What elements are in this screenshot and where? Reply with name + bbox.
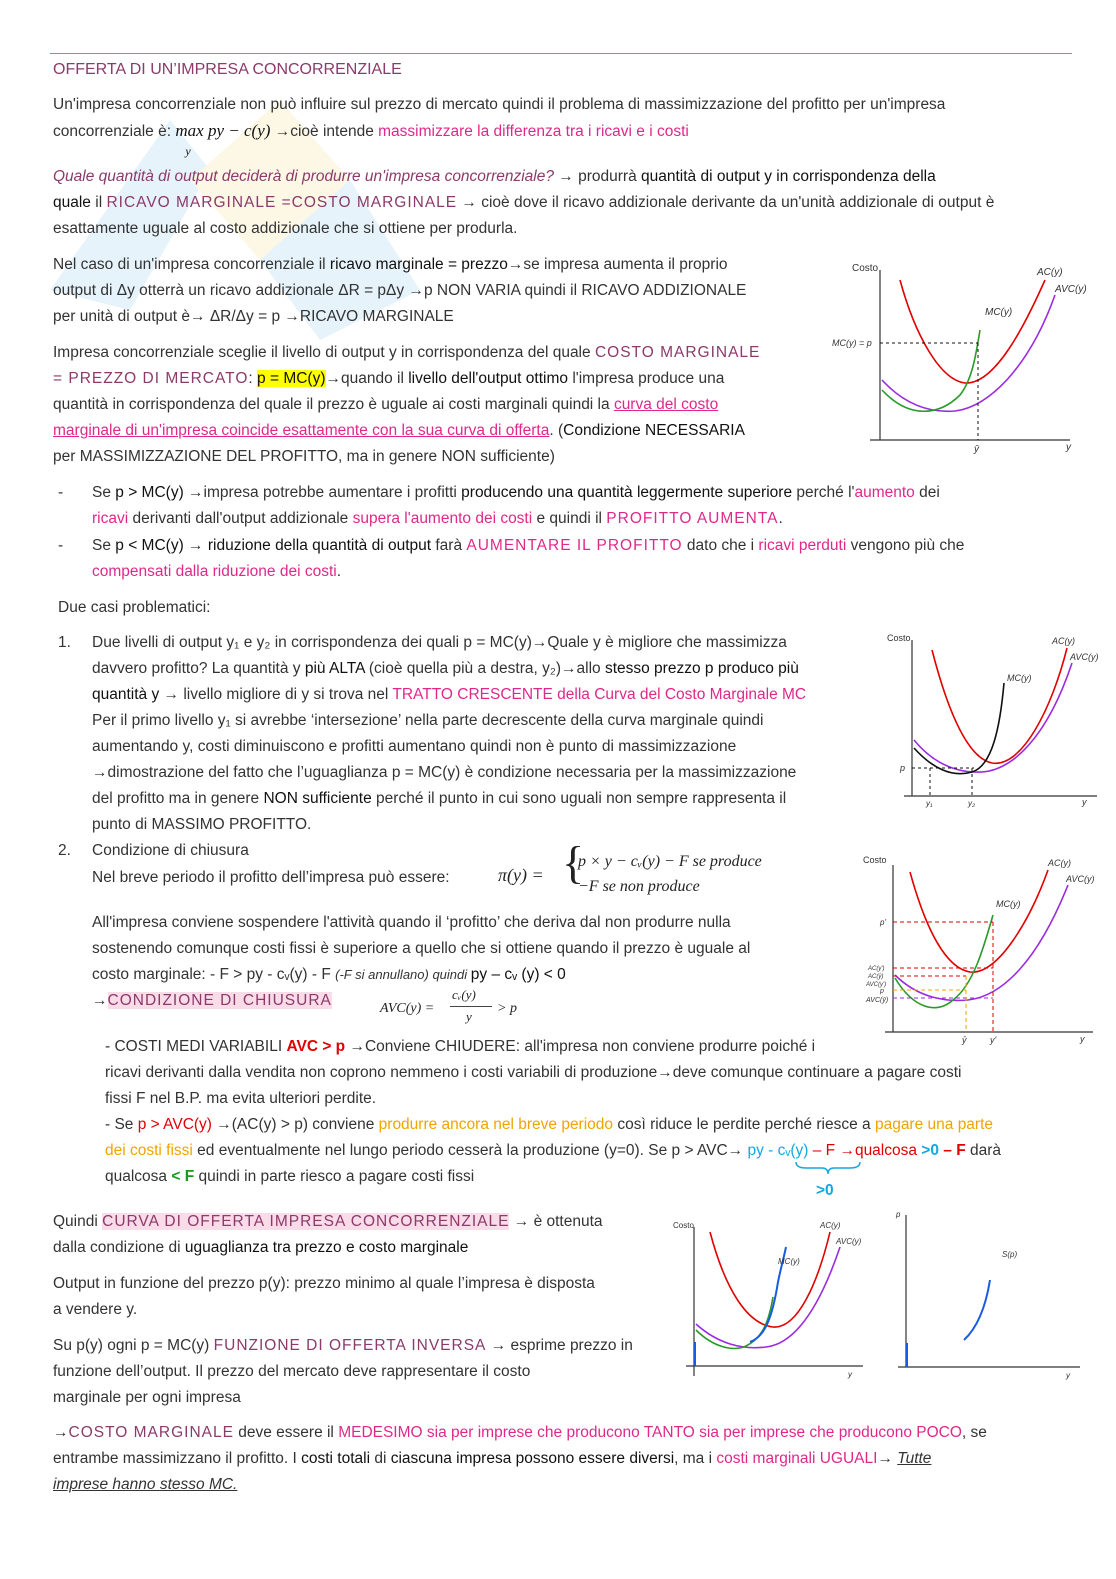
intro-line-1: Un'impresa concorrenziale non può influire sul prezzo di mercato quindi il problema di massimizzazione del profitto per un'impresa — [53, 96, 946, 113]
case-1-line-2: davvero profitto? La quantità y più ALTA (cioè quella più a destra, y₂)→allo stesso prezzo p produco più — [92, 660, 799, 677]
y-axis-label: Costo — [887, 633, 911, 643]
ac-label: AC(y) — [1052, 636, 1075, 646]
chart-shutdown-condition — [858, 850, 1103, 1050]
case-1-number: 1. — [58, 634, 71, 651]
chart-supply-curve — [890, 1205, 1085, 1385]
ybar-label: ȳ — [974, 444, 979, 455]
x-axis-label: y — [848, 1370, 852, 1379]
mr-line-3: per unità di output è→ ΔR/Δy = p →RICAVO MARGINALE — [53, 308, 454, 325]
profit-case-produce: p × y − cᵥ(y) − F se produce — [578, 853, 762, 870]
header-rule — [50, 53, 1072, 54]
sub-2-line-3: qualcosa < F quindi in parte riesco a pagare costi fissi — [105, 1168, 475, 1185]
page-title: OFFERTA DI UN’IMPRESA CONCORRENZIALE — [53, 61, 402, 78]
case-1-line-8: punto di MASSIMO PROFITTO. — [92, 816, 312, 833]
ac-ybar-label: AC(ȳ) — [868, 974, 884, 980]
supply-line-7: marginale per ogni impresa — [53, 1389, 241, 1406]
underbrace-label: >0 — [816, 1182, 834, 1199]
bullet-2-line-1: Se p < MC(y) → riduzione della quantità di output farà AUMENTARE IL PROFITTO dato che i ricavi perduti vengono più che — [92, 537, 965, 554]
yprime-label: y' — [990, 1035, 997, 1045]
case-1-line-1: Due livelli di output y₁ e y₂ in corrispondenza dei quali p = MC(y)→Quale y è migliore che massimizza — [92, 634, 787, 651]
bullet-dash: - — [58, 484, 64, 501]
intro-line-2: concorrenziale è: max y py − c(y) →cioè intende massimizzare la differenza tra i ricavi e i costi — [53, 121, 689, 158]
sub-1-line-3: fissi F nel B.P. ma evita ulteriori perdite. — [105, 1090, 377, 1107]
case-2-line-5: costo marginale: - F > py - cᵥ(y) - F (-F si annullano) quindi py – cᵥ (y) < 0 — [92, 966, 566, 983]
sub-2-line-1: - Se p > AVC(y) →(AC(y) > p) conviene produrre ancora nel breve periodo così riduce le perdite perché riesce a pagare una parte — [105, 1116, 994, 1133]
formula-brace: { — [562, 837, 585, 888]
question-line-1: Quale quantità di output deciderà di produrre un'impresa concorrenziale? → produrrà quantità di output y in corrispondenza della — [53, 168, 936, 185]
case-2-line-3: All'impresa conviene sospendere l'attività quando il ‘profitto’ che deriva dal non produrre nulla — [92, 914, 731, 931]
bullet-dash: - — [58, 537, 64, 554]
avc-label: AVC(y) — [1055, 284, 1087, 295]
avc-label: AVC(y) — [1070, 652, 1099, 662]
case-1-line-7: del profitto ma in genere NON sufficiente perché il punto in cui sono uguali non sempre rappresenta il — [92, 790, 787, 807]
y-axis-label: p — [896, 1210, 901, 1219]
supply-line-5: Su p(y) ogni p = MC(y) FUNZIONE DI OFFERTA INVERSA → esprime prezzo in — [53, 1337, 633, 1354]
y-axis-label: Costo — [863, 855, 887, 865]
profit-formula-lhs: π(y) = — [498, 865, 544, 885]
p-label: p — [880, 988, 884, 995]
price-label: MC(y) = p — [832, 338, 872, 348]
bullet-1-line-2: ricavi derivanti dall'output addizionale supera l'aumento dei costi e quindi il PROFITTO AUMENTA. — [92, 510, 783, 527]
underbrace — [794, 1160, 862, 1176]
ac-yprime-label: AC(y') — [868, 966, 885, 972]
supply-line-2: dalla condizione di uguaglianza tra prezzo e costo marginale — [53, 1239, 469, 1256]
final-line-3: imprese hanno stesso MC. — [53, 1476, 238, 1493]
choice-line-1: Impresa concorrenziale sceglie il livello di output y in corrispondenza del quale COSTO MARGINALE — [53, 344, 761, 361]
choice-line-2: = PREZZO DI MERCATO: p = MC(y)→quando il livello dell'output ottimo l'impresa produce una — [53, 370, 725, 387]
ac-curve — [910, 870, 1048, 972]
ac-label: AC(y) — [820, 1221, 841, 1230]
chart-cost-curves-1 — [830, 255, 1087, 455]
x-axis-label: y — [1066, 442, 1071, 453]
chart-cost-curves-2 — [882, 628, 1107, 808]
ybar-label: ȳ — [962, 1035, 967, 1045]
avc-formula-rhs: > p — [497, 1001, 517, 1016]
mc-label: MC(y) — [1007, 673, 1032, 683]
profit-case-not-produce: −F se non produce — [578, 878, 700, 895]
y-axis-label: Costo — [852, 263, 879, 274]
mc-label: MC(y) — [996, 899, 1021, 909]
avc-curve — [895, 885, 1068, 1000]
avc-ybar-label: AVC(ȳ) — [866, 997, 889, 1004]
ac-label: AC(y) — [1048, 858, 1071, 868]
case-1-line-3: quantità y → livello migliore di y si trova nel TRATTO CRESCENTE della Curva del Costo Marginale MC — [92, 686, 807, 703]
bullet-1-line-1: Se p > MC(y) →impresa potrebbe aumentare i profitti producendo una quantità leggermente superiore perché l'aumento dei — [92, 484, 940, 501]
case-1-line-4: Per il primo livello y₁ si avrebbe ‘intersezione’ nella parte decrescente della curva marginale quindi — [92, 712, 764, 729]
mc-curve — [895, 915, 993, 1008]
price-label: p — [900, 763, 906, 773]
mr-line-1: Nel caso di un'impresa concorrenziale il ricavo marginale = prezzo→se impresa aumenta il proprio — [53, 256, 728, 273]
case-1-line-5: aumentando y, costi diminuiscono e profitti aumentano quindi non è punto di massimizzazione — [92, 738, 737, 755]
supply-line-1: Quindi CURVA DI OFFERTA IMPRESA CONCORRENZIALE → è ottenuta — [53, 1213, 603, 1230]
supply-line-6: funzione dell’output. Il prezzo del mercato deve rappresentare il costo — [53, 1363, 531, 1380]
x-axis-label: y — [1080, 1034, 1085, 1044]
chart-cost-curves-4 — [668, 1212, 868, 1384]
avc-formula-lhs: AVC(y) = — [380, 1001, 435, 1016]
mc-label: MC(y) — [778, 1257, 800, 1266]
x-axis-label: y — [1066, 1371, 1070, 1380]
supply-curve-line — [964, 1280, 990, 1340]
supply-label: S(p) — [1002, 1250, 1018, 1259]
mc-label: MC(y) — [985, 307, 1013, 318]
choice-line-3: quantità in corrispondenza del quale il prezzo è uguale ai costi marginali quindi la curva del costo — [53, 396, 719, 413]
case-2-title: Condizione di chiusura — [92, 842, 249, 859]
case-1-line-6: →dimostrazione del fatto che l’uguaglianza p = MC(y) è condizione necessaria per la massimizzazione — [92, 764, 797, 781]
sub-1-line-2: ricavi derivanti dalla vendita non coprono nemmeno i costi variabili di produzione→deve comunque continuare a pagare costi — [105, 1064, 962, 1081]
avc-curve — [696, 1247, 840, 1348]
sub-1-line-1: - COSTI MEDI VARIABILI AVC > p →Conviene CHIUDERE: all'impresa non conviene produrre poiché i — [105, 1038, 816, 1055]
supply-line-4: a vendere y. — [53, 1301, 138, 1318]
ac-curve — [932, 648, 1067, 763]
avc-formula-numerator: cᵥ(y) — [452, 987, 476, 1002]
p-prime-label: p' — [880, 918, 886, 927]
final-line-2: entrambe massimizzano il profitto. I costi totali di ciascuna impresa possono essere diversi, ma i costi marginali UGUALI→ Tutte — [53, 1450, 932, 1467]
cases-title: Due casi problematici: — [58, 599, 211, 616]
final-line-1: →COSTO MARGINALE deve essere il MEDESIMO sia per imprese che producono TANTO sia per imprese che producono POCO, se — [53, 1424, 987, 1441]
case-2-line-2: Nel breve periodo il profitto dell’impresa può essere: — [92, 869, 450, 886]
avc-formula-denominator: y — [466, 1009, 472, 1024]
case-2-line-4: sostenendo comunque costi fissi è superiore a quello che si ottiene quando il prezzo è uguale al — [92, 940, 751, 957]
fraction-bar — [450, 1006, 492, 1007]
ac-label: AC(y) — [1037, 267, 1063, 278]
y2-label: y₂ — [968, 799, 976, 808]
case-2-line-6: →CONDIZIONE DI CHIUSURA — [92, 992, 332, 1009]
choice-line-4: marginale di un'impresa coincide esattamente con la sua curva di offerta. (Condizione NECESSARIA — [53, 422, 745, 439]
supply-line-3: Output in funzione del prezzo p(y): prezzo minimo al quale l’impresa è disposta — [53, 1275, 595, 1292]
y-axis-label: Costo — [673, 1221, 694, 1230]
case-2-number: 2. — [58, 842, 71, 859]
avc-label: AVC(y) — [1066, 874, 1095, 884]
question-line-2: quale il RICAVO MARGINALE =COSTO MARGINALE → cioè dove il ricavo addizionale derivante da un'unità addizionale di output è — [53, 194, 995, 211]
avc-yprime-label: AVC(y') — [866, 982, 887, 988]
bullet-2-line-2: compensati dalla riduzione dei costi. — [92, 563, 342, 580]
avc-label: AVC(y) — [836, 1237, 862, 1246]
avc-curve — [914, 663, 1072, 772]
y1-label: y₁ — [926, 799, 933, 808]
mr-line-2: output di Δy otterrà un ricavo addizionale ΔR = pΔy →p NON VARIA quindi il RICAVO ADDIZIONALE — [53, 282, 747, 299]
choice-line-5: per MASSIMIZZAZIONE DEL PROFITTO, ma in genere NON sufficiente) — [53, 448, 555, 465]
x-axis-label: y — [1082, 797, 1087, 807]
question-line-3: esattamente uguale al costo addizionale che si ottiene per produrla. — [53, 220, 518, 237]
sub-2-line-2: dei costi fissi ed eventualmente nel lungo periodo cesserà la produzione (y=0). Se p > AVC→ py - cᵥ(y) – F →qualcosa >0 – F darà — [105, 1142, 1002, 1159]
mc-curve — [882, 330, 980, 411]
